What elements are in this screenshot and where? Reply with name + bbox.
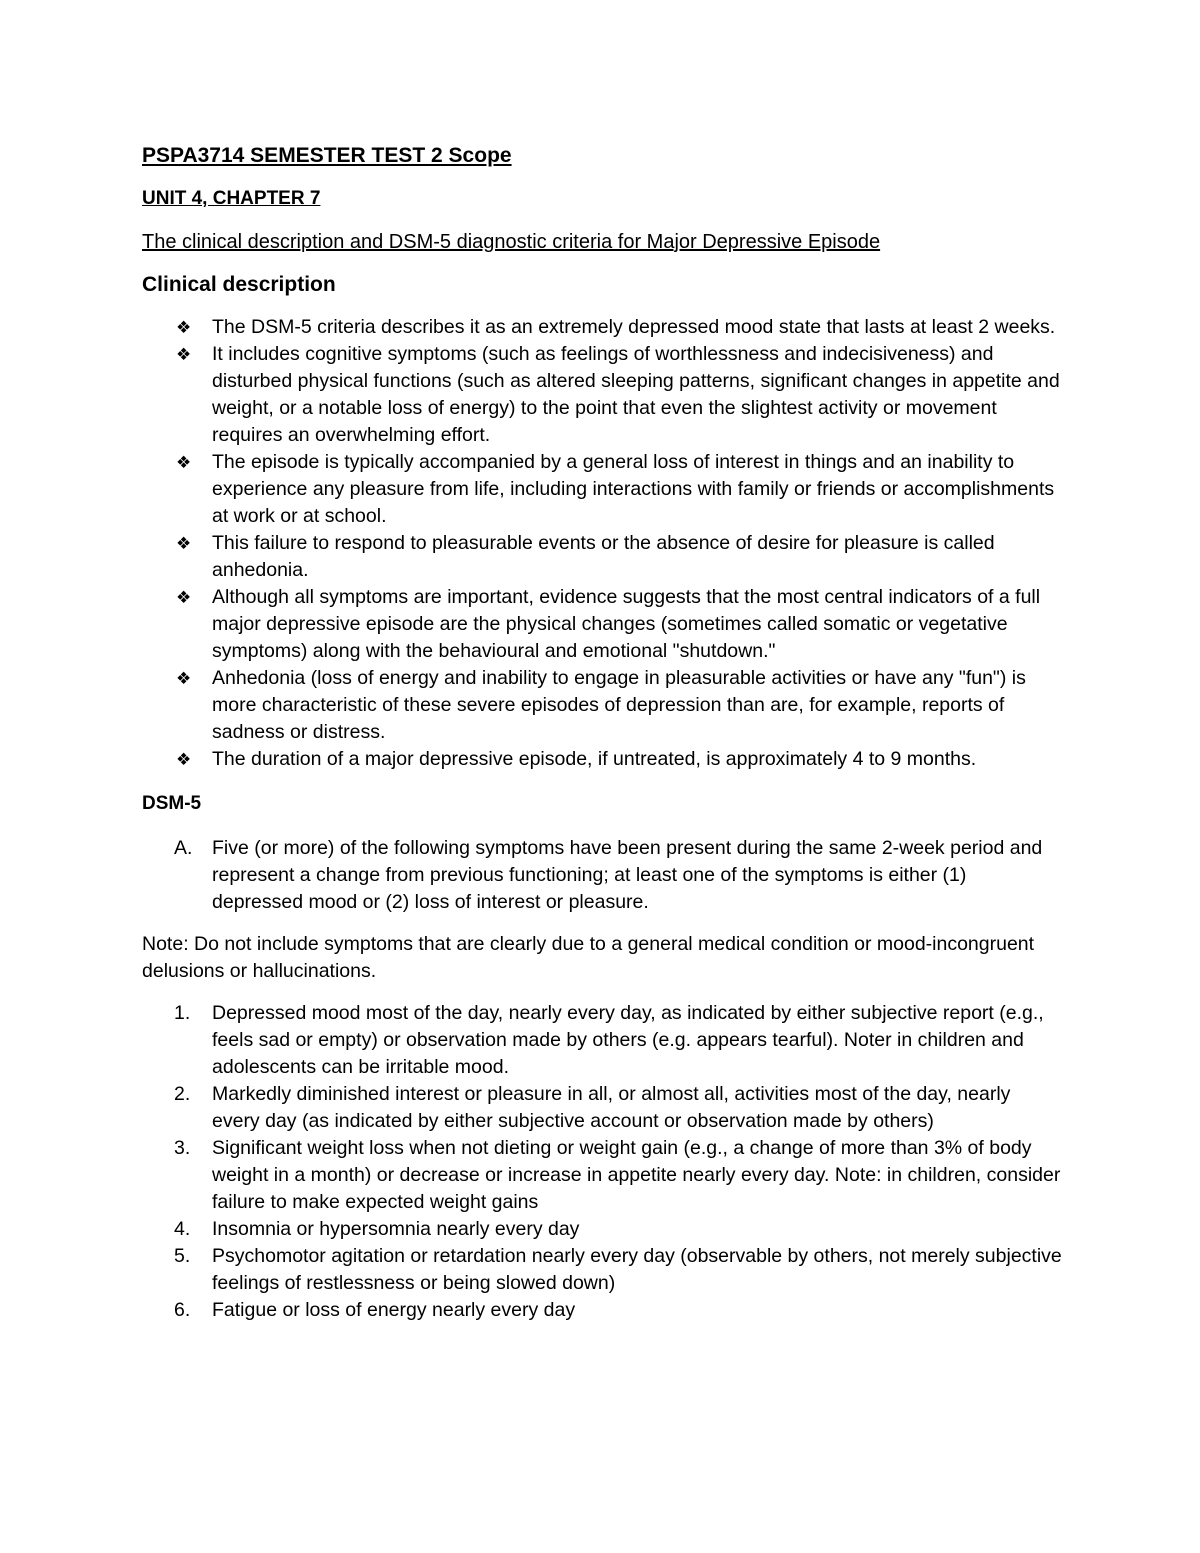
criterion-item — [142, 835, 1062, 916]
document-content — [142, 142, 1062, 1324]
symptom-item — [142, 1000, 1062, 1081]
diamond-bullet-icon: ❖ — [176, 534, 192, 553]
symptom-item — [142, 1243, 1062, 1297]
symptom-item — [142, 1081, 1062, 1135]
symptom-list — [142, 1000, 1062, 1324]
symptom-number: 1. — [174, 1002, 191, 1024]
symptom-text: Depressed mood most of the day, nearly every day, as indicated by either subjective report (e.g., feels sad or empty) or observation made by others (e.g. appears tearful). Noter in children and adolescents can be irritable mood. — [212, 1002, 1044, 1078]
bullet-text: Anhedonia (loss of energy and inability to engage in pleasurable activities or have any "fun") is more characteristic of these severe episodes of depression than are, for example, reports of sadness or distress. — [212, 667, 1026, 743]
bullet-item — [142, 530, 1062, 584]
diamond-bullet-icon: ❖ — [176, 750, 192, 769]
clinical-description-heading: Clinical description — [142, 273, 336, 296]
bullet-text: The duration of a major depressive episode, if untreated, is approximately 4 to 9 months. — [212, 748, 977, 770]
diamond-bullet-icon: ❖ — [176, 345, 192, 364]
diamond-bullet-icon: ❖ — [176, 453, 192, 472]
symptom-number: 6. — [174, 1299, 191, 1321]
symptom-text: Psychomotor agitation or retardation nearly every day (observable by others, not merely subjective feelings of restlessness or being slowed down) — [212, 1245, 1062, 1294]
criterion-list — [142, 835, 1062, 916]
exclusion-note: Note: Do not include symptoms that are clearly due to a general medical condition or mood-incongruent delusions or hallucinations. — [142, 933, 1035, 982]
criterion-text: Five (or more) of the following symptoms have been present during the same 2-week period and represent a change from previous functioning; at least one of the symptoms is either (1) depressed mood or (2) loss of interest or pleasure. — [212, 837, 1043, 913]
symptom-text: Markedly diminished interest or pleasure in all, or almost all, activities most of the day, nearly every day (as indicated by either subjective account or observation made by others) — [212, 1083, 1011, 1132]
bullet-text: It includes cognitive symptoms (such as feelings of worthlessness and indecisiveness) and disturbed physical functions (such as altered sleeping patterns, significant changes in appetite and weight, or a notable loss of energy) to the point that even the slightest activity or movement requires an overwhelming effort. — [212, 343, 1060, 446]
symptom-text: Fatigue or loss of energy nearly every day — [212, 1299, 576, 1321]
document-subtitle: The clinical description and DSM-5 diagnostic criteria for Major Depressive Episode — [142, 231, 881, 253]
symptom-number: 4. — [174, 1218, 191, 1240]
bullet-item — [142, 584, 1062, 665]
symptom-number: 5. — [174, 1245, 191, 1267]
bullet-item — [142, 314, 1062, 341]
symptom-number: 2. — [174, 1083, 191, 1105]
symptom-item — [142, 1216, 1062, 1243]
document-title: PSPA3714 SEMESTER TEST 2 Scope — [142, 144, 512, 167]
symptom-item — [142, 1135, 1062, 1216]
symptom-number: 3. — [174, 1137, 191, 1159]
bullet-item — [142, 449, 1062, 530]
symptom-text: Significant weight loss when not dieting or weight gain (e.g., a change of more than 3% of body weight in a month) or decrease or increase in appetite nearly every day. Note: in children, consider failure to make expected weight gains — [212, 1137, 1061, 1213]
diamond-bullet-icon: ❖ — [176, 669, 192, 688]
bullet-text: The episode is typically accompanied by a general loss of interest in things and an inability to experience any pleasure from life, including interactions with family or friends or accomplishments at work or at school. — [212, 451, 1055, 527]
clinical-description-list — [142, 314, 1062, 773]
bullet-text: This failure to respond to pleasurable events or the absence of desire for pleasure is called anhedonia. — [212, 532, 995, 581]
bullet-item — [142, 665, 1062, 746]
diamond-bullet-icon: ❖ — [176, 318, 192, 337]
symptom-item — [142, 1297, 1062, 1324]
diamond-bullet-icon: ❖ — [176, 588, 192, 607]
symptom-text: Insomnia or hypersomnia nearly every day — [212, 1218, 580, 1240]
criterion-marker: A. — [174, 837, 193, 859]
bullet-text: The DSM-5 criteria describes it as an extremely depressed mood state that lasts at least 2 weeks. — [212, 316, 1056, 338]
unit-heading: UNIT 4, CHAPTER 7 — [142, 188, 321, 209]
bullet-item — [142, 341, 1062, 449]
bullet-text: Although all symptoms are important, evidence suggests that the most central indicators of a full major depressive episode are the physical changes (sometimes called somatic or vegetative symptoms) along with the behavioural and emotional "shutdown." — [212, 586, 1041, 662]
bullet-item — [142, 746, 1062, 773]
dsm-heading: DSM-5 — [142, 793, 202, 814]
